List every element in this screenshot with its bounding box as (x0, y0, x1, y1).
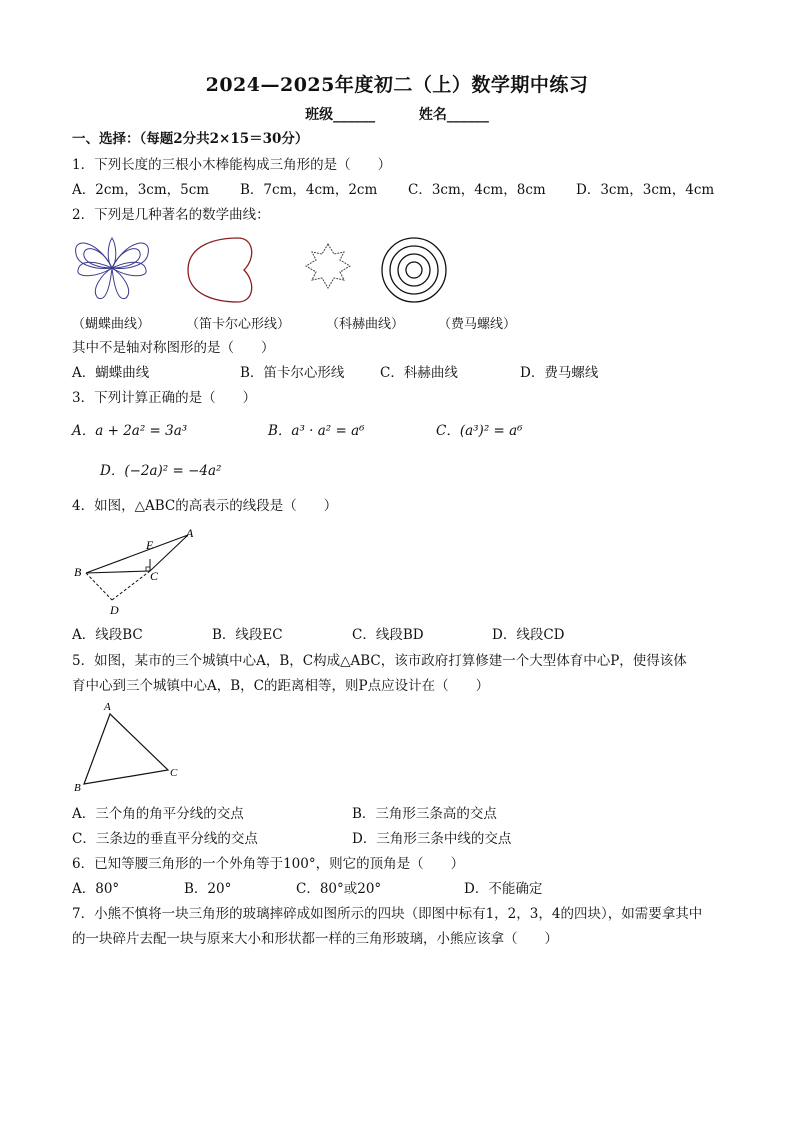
q2-option-a: A．蝴蝶曲线 (72, 365, 150, 381)
q4-option-a: A．线段BC (72, 627, 143, 643)
q2-curves-figure (68, 230, 468, 310)
q6-option-c: C．80°或20° (296, 881, 382, 897)
q5-triangle-figure (70, 700, 190, 795)
q7-stem-line1: 7．小熊不慎将一块三角形的玻璃摔碎成如图所示的四块（即图中标有1，2，3，4的四块），如需要拿其中 (72, 906, 703, 922)
q4-label-d: D (110, 603, 119, 617)
q3-option-b: B．a³ · a² = a⁶ (268, 423, 365, 439)
q5-option-b: B．三角形三条高的交点 (352, 806, 497, 822)
student-info (0, 104, 794, 124)
q5-label-c: C (170, 767, 178, 779)
q4-triangle-figure (70, 525, 200, 620)
q2-option-c: C．科赫曲线 (380, 365, 458, 381)
q4-label-b: B (74, 565, 82, 579)
q1-option-c: C．3cm，4cm，8cm (408, 182, 546, 198)
q5-option-c: C．三条边的垂直平分线的交点 (72, 831, 258, 847)
q4-option-c: C．线段BD (352, 627, 424, 643)
koch-curve (306, 244, 350, 288)
q6-stem: 6．已知等腰三角形的一个外角等于100°，则它的顶角是（ ） (72, 856, 465, 872)
q6-option-a: A．80° (72, 881, 120, 897)
q2-option-b: B．笛卡尔心形线 (240, 365, 345, 381)
q4-option-d: D．线段CD (492, 627, 565, 643)
q7-stem-line2: 的一块碎片去配一块与原来大小和形状都一样的三角形玻璃，小熊应该拿（ ） (72, 931, 558, 947)
q1-option-d: D．3cm，3cm，4cm (576, 182, 715, 198)
q4-option-b: B．线段EC (212, 627, 283, 643)
q5-stem-line2: 育中心到三个城镇中心A，B，C的距离相等，则P点应设计在（ ） (72, 678, 490, 694)
q4-label-a: A (186, 526, 194, 540)
q1-stem: 1．下列长度的三根小木棒能构成三角形的是（ ） (72, 157, 392, 173)
q2-option-d: D．费马螺线 (520, 365, 599, 381)
q3-option-a: A．a + 2a² = 3a³ (72, 423, 188, 439)
q2-caption-fermat: （费马螺线） (438, 317, 517, 332)
q2-ask: 其中不是轴对称图形的是（ ） (72, 340, 275, 356)
class-label: 班级______ (305, 107, 376, 123)
q4-label-e: E (146, 538, 154, 552)
q1-option-b: B．7cm，4cm，2cm (240, 182, 378, 198)
q4-stem: 4．如图，△ABC的高表示的线段是（ ） (72, 498, 338, 514)
q6-option-d: D．不能确定 (464, 881, 543, 897)
q6-option-b: B．20° (184, 881, 232, 897)
page-title: 2024—2025年度初二（上）数学期中练习 (205, 74, 589, 96)
q1-option-a: A．2cm，3cm，5cm (72, 182, 210, 198)
q2-caption-koch: （科赫曲线） (326, 317, 405, 332)
section-heading: 一、选择：（每题2分共2×15＝30分） (72, 131, 309, 147)
q2-stem: 2．下列是几种著名的数学曲线： (72, 207, 270, 223)
q5-stem-line1: 5．如图，某市的三个城镇中心A，B，C构成△ABC，该市政府打算修建一个大型体育中心P，使得该体 (72, 653, 687, 669)
q3-option-d: D．(−2a)² = −4a² (100, 463, 222, 479)
name-label: 姓名______ (418, 107, 489, 123)
fermat-spiral (382, 238, 446, 302)
q5-label-a: A (104, 701, 111, 713)
butterfly-curve (76, 238, 149, 299)
q3-stem: 3．下列计算正确的是（ ） (72, 390, 257, 406)
q5-option-a: A．三个角的角平分线的交点 (72, 806, 244, 822)
q5-option-d: D．三角形三条中线的交点 (352, 831, 512, 847)
q2-caption-cardioid: （笛卡尔心形线） (186, 317, 291, 332)
q4-label-c: C (150, 569, 159, 583)
q3-option-c: C．(a³)² = a⁶ (436, 423, 523, 439)
q5-label-b: B (74, 782, 81, 794)
cardioid-curve (188, 238, 252, 302)
q2-caption-butterfly: （蝴蝶曲线） (72, 317, 151, 332)
